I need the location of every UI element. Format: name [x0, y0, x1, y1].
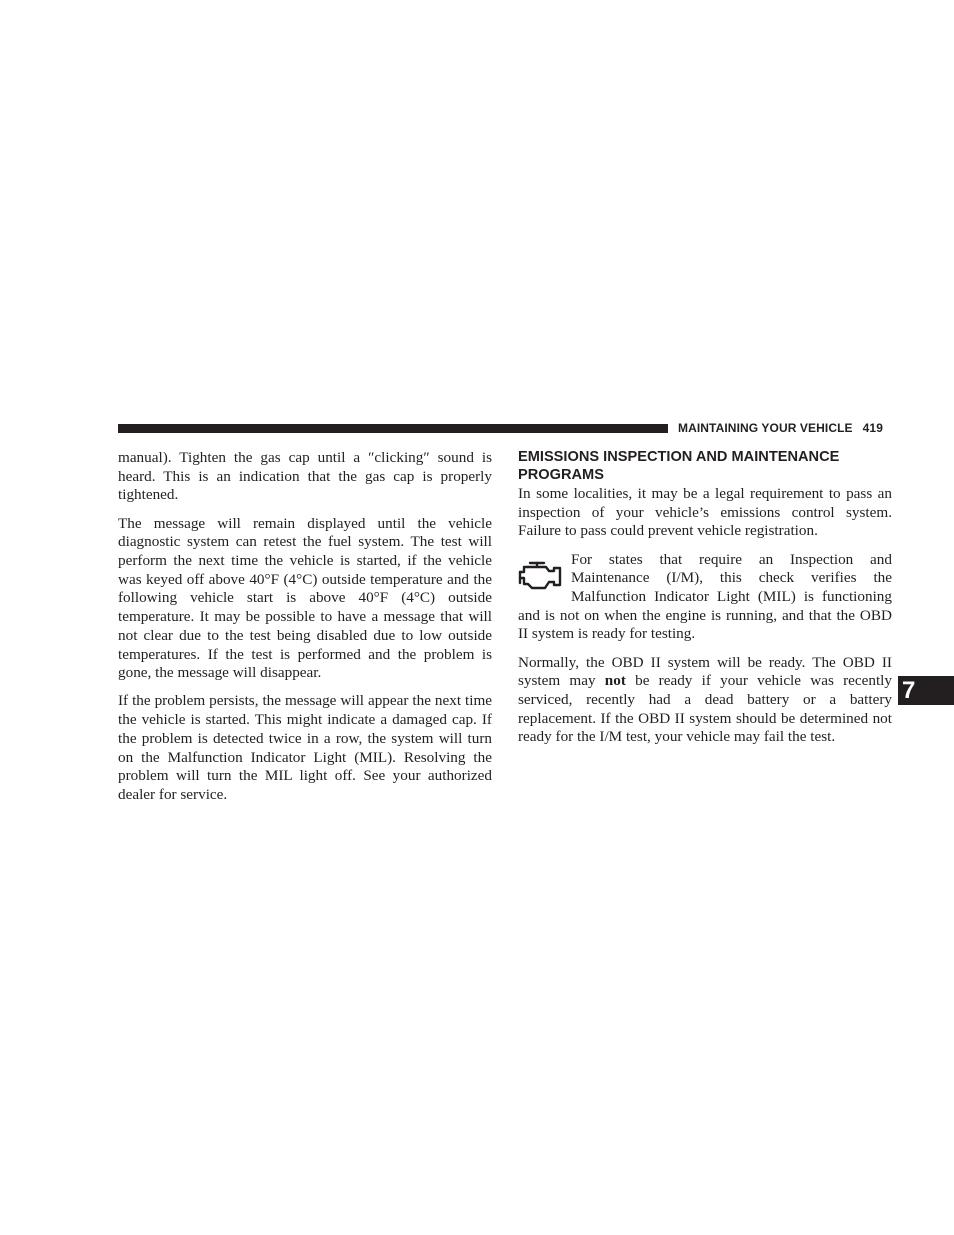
left-column — [118, 449, 492, 814]
mil-block — [518, 551, 892, 645]
paragraph-intro: In some localities, it may be a legal requirement to pass an inspection of your vehicle’s emissions control system. Failure to pass could prevent vehicle registration. — [518, 485, 892, 540]
obd-text-before: Normally, the OBD II system will be ready. The OBD II system may — [518, 653, 892, 690]
paragraph-message-display: The message will remain displayed until the vehicle diagnostic system can retest the fuel system. The test will perform the next time the vehicle is started, if the vehicle was keyed off above 40°F (4°C) outside temperature and the following vehicle start is above 40°F (4°C) outside temperature. It may be possible to have a message that will not clear due to the test being disabled due to low outside temperatures. If the test is performed and the problem is gone, the message will disappear. — [118, 514, 492, 682]
paragraph-mil: For states that require an Inspection and Maintenance (I/M), this check verifies the Malfunction Indicator Light (MIL) is functioning and is not on when the engine is running, and that the OBD II system is ready for testing. — [518, 550, 892, 643]
paragraph-obd-ready — [518, 654, 892, 748]
chapter-tab — [898, 676, 954, 705]
chapter-number: 7 — [902, 677, 916, 704]
paragraph-problem-persists: If the problem persists, the message will appear the next time the vehicle is started. This might indicate a damaged cap. If the problem is detected twice in a row, the system will turn on the Malfunction Indicator Light (MIL). Resolving the problem will turn the MIL light off. See your authorized dealer for service. — [118, 692, 492, 803]
right-column — [518, 449, 892, 757]
running-header — [678, 420, 892, 436]
section-heading: EMISSIONS INSPECTION AND MAINTENANCE PROGRAMS — [518, 449, 840, 483]
obd-text-after: be ready if your vehicle was recently serviced, recently had a dead battery or a battery replacement. If the OBD II system should be determined not ready for the I/M test, your vehicle may fail the test. — [518, 672, 892, 746]
engine-icon — [518, 561, 564, 591]
obd-text-emphasis: not — [604, 672, 626, 690]
section-title: MAINTAINING YOUR VEHICLE — [678, 421, 853, 435]
header-rule — [118, 424, 668, 433]
paragraph-gas-cap: manual). Tighten the gas cap until a ″clicking″ sound is heard. This is an indication that the gas cap is properly tightened. — [118, 449, 492, 504]
page-number: 419 — [862, 421, 883, 435]
